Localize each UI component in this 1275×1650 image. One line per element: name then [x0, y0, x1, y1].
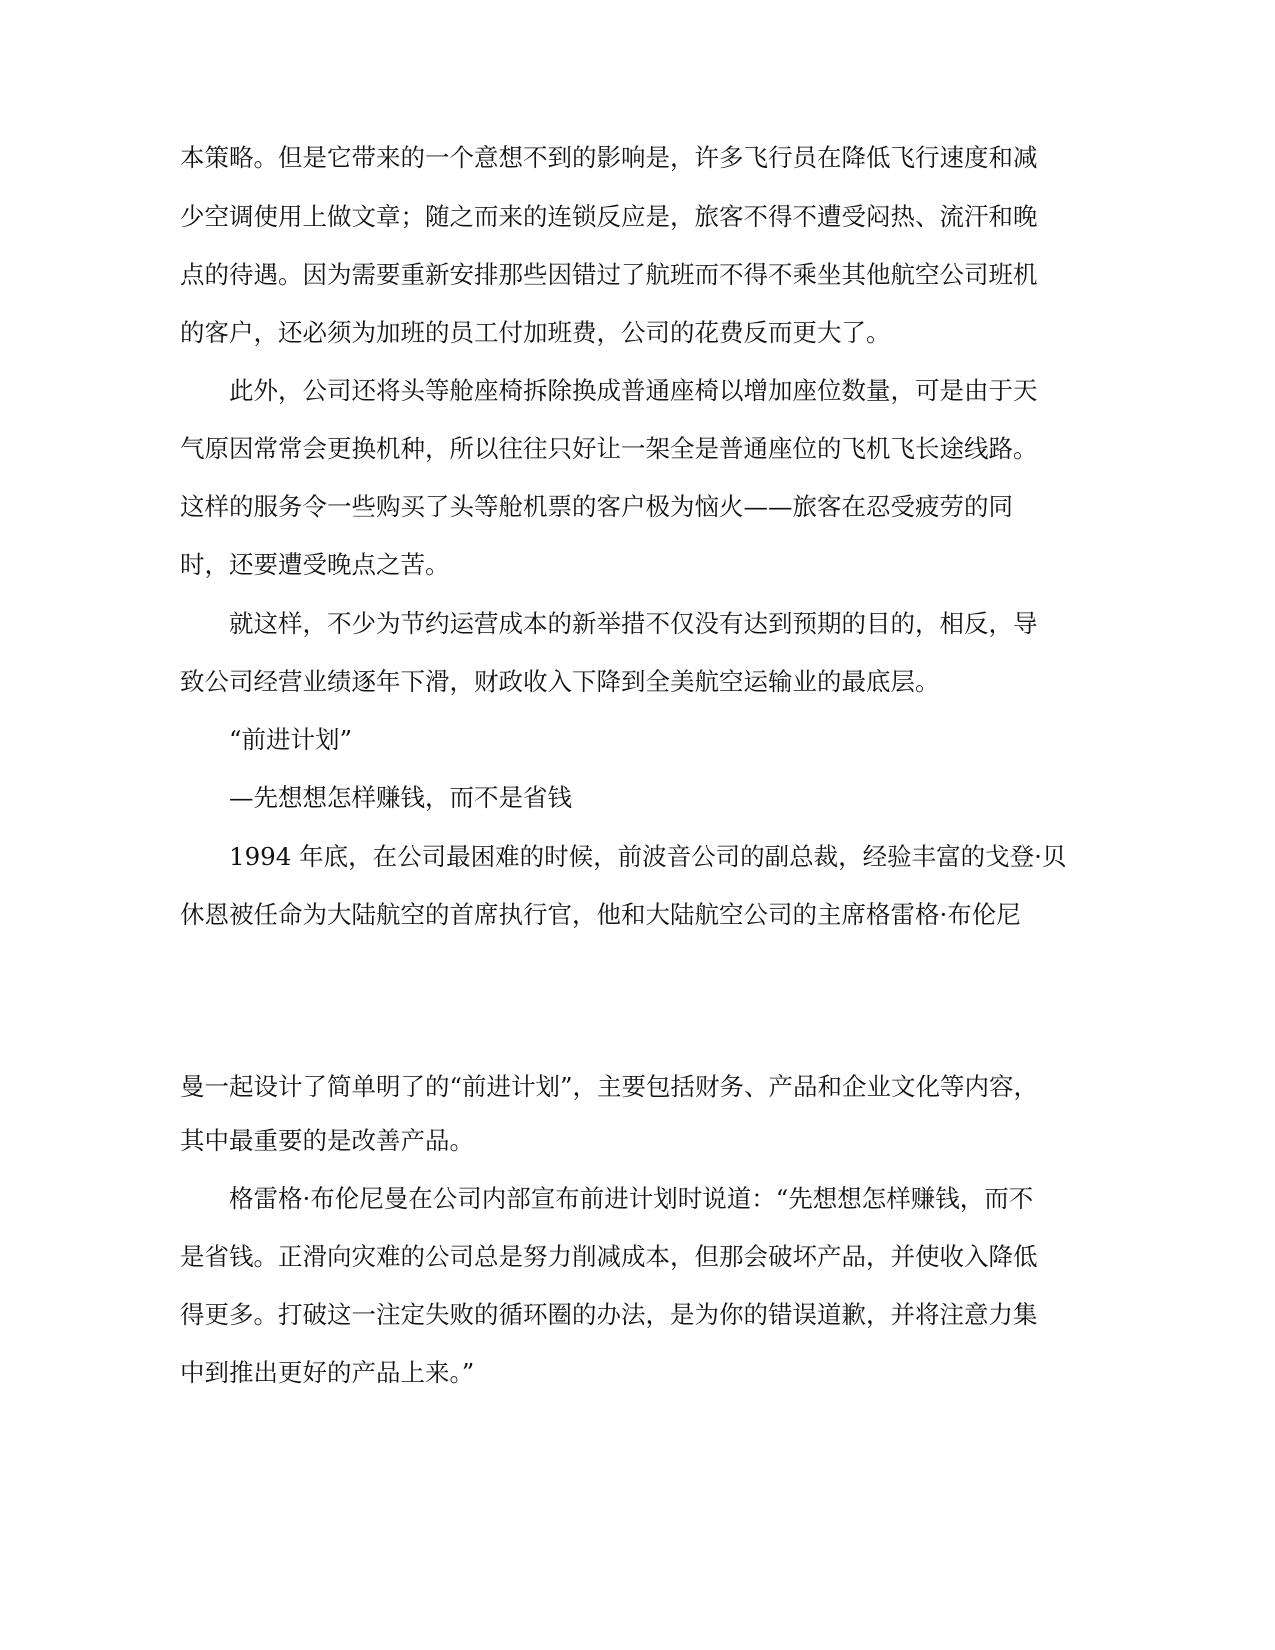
text-line: 休恩被任命为大陆航空的首席执行官，他和大陆航空公司的主席格雷格·布伦尼 — [180, 900, 1021, 929]
text-line: 致公司经营业绩逐年下滑，财政收入下降到全美航空运输业的最底层。 — [180, 667, 940, 696]
text-line: 这样的服务令一些购买了头等舱机票的客户极为恼火——旅客在忍受疲劳的同 — [180, 492, 1013, 521]
section-subtitle: —先想想怎样赚钱，而不是省钱 — [229, 783, 572, 812]
text-line: 此外，公司还将头等舱座椅拆除换成普通座椅以增加座位数量，可是由于天 — [229, 376, 1038, 405]
text-line: 1994 年底，在公司最困难的时候，前波音公司的副总裁，经验丰富的戈登·贝 — [229, 842, 1067, 871]
text-line: 曼一起设计了简单明了的“前进计划”，主要包括财务、产品和企业文化等内容， — [180, 1072, 1039, 1101]
text-line: 少空调使用上做文章；随之而来的连锁反应是，旅客不得不遭受闷热、流汗和晚 — [180, 202, 1038, 231]
text-line: 得更多。打破这一注定失败的循环圈的办法，是为你的错误道歉，并将注意力集 — [180, 1300, 1038, 1329]
text-line: 格雷格·布伦尼曼在公司内部宣布前进计划时说道：“先想想怎样赚钱，而不 — [229, 1184, 1034, 1213]
text-line: 的客户，还必须为加班的员工付加班费，公司的花费反而更大了。 — [180, 318, 891, 347]
text-line: 是省钱。正滑向灾难的公司总是努力削减成本，但那会破坏产品，并使收入降低 — [180, 1242, 1038, 1271]
text-line: 时，还要遭受晚点之苦。 — [180, 550, 450, 579]
text-line: 气原因常常会更换机种，所以往往只好让一架全是普通座位的飞机飞长途线路。 — [180, 434, 1038, 463]
text-line: 本策略。但是它带来的一个意想不到的影响是，许多飞行员在降低飞行速度和减 — [180, 143, 1038, 172]
section-title: “前进计划” — [229, 725, 353, 754]
text-line: 中到推出更好的产品上来。” — [180, 1358, 475, 1387]
text-line: 就这样，不少为节约运营成本的新举措不仅没有达到预期的目的，相反，导 — [229, 609, 1038, 638]
text-line: 点的待遇。因为需要重新安排那些因错过了航班而不得不乘坐其他航空公司班机 — [180, 260, 1038, 289]
text-line: 其中最重要的是改善产品。 — [180, 1126, 474, 1155]
